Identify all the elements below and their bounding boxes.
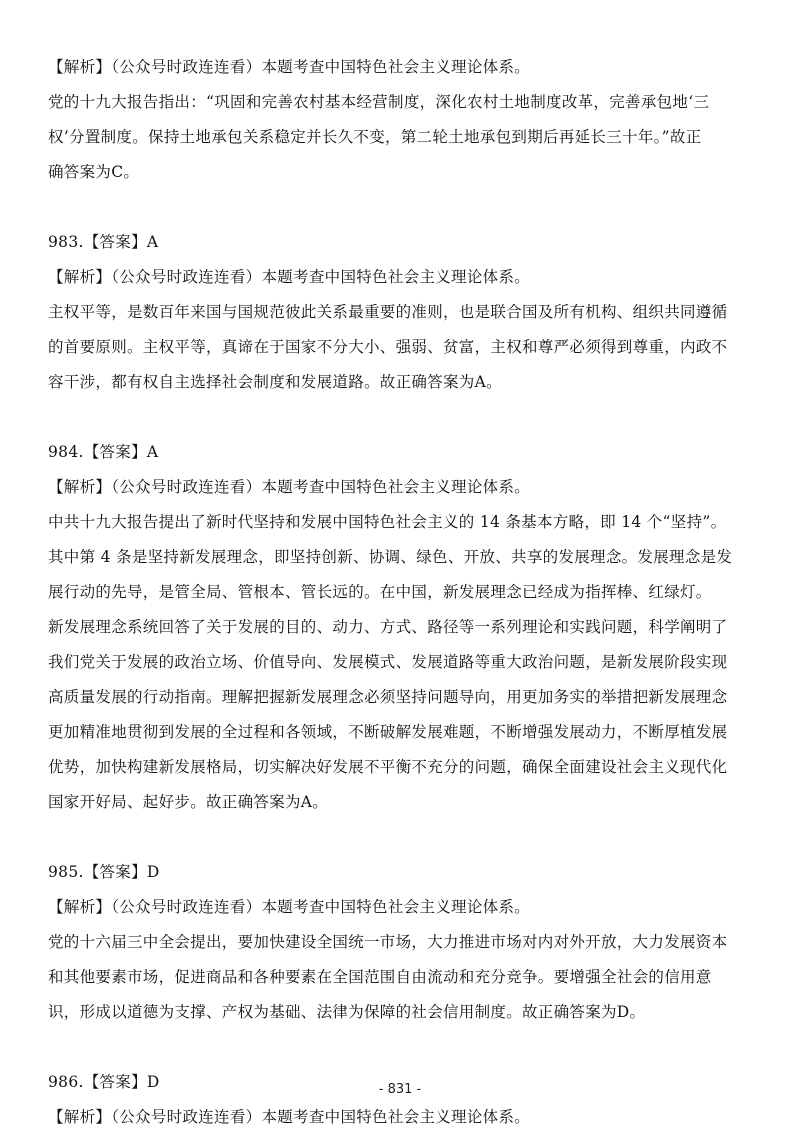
answer-heading: 983.【答案】A — [48, 233, 159, 251]
text-line: 的首要原则。主权平等，真谛在于国家不分大小、强弱、贫富，主权和尊严必须得到尊重，内政不 — [48, 338, 728, 356]
answer-heading: 986.【答案】D — [48, 1073, 160, 1091]
text-line: 识，形成以道德为支撑、产权为基础、法律为保障的社会信用制度。故正确答案为D。 — [48, 1003, 646, 1021]
answer-block-983 — [48, 225, 756, 400]
text-line: 【解析】（公众号时政连连看）本题考查中国特色社会主义理论体系。 — [48, 898, 531, 916]
block-spacer — [48, 1030, 756, 1065]
block-spacer — [48, 190, 756, 225]
document-page — [48, 50, 756, 1135]
text-line: 和其他要素市场，促进商品和各种要素在全国范围自由流动和充分竞争。要增强全社会的信用意 — [48, 968, 712, 986]
text-line: 【解析】（公众号时政连连看）本题考查中国特色社会主义理论体系。 — [48, 268, 531, 286]
answer-block-985 — [48, 855, 756, 1030]
text-line: 中共十九大报告提出了新时代坚持和发展中国特色社会主义的 14 条基本方略，即 14 个“坚持”。 — [48, 513, 727, 531]
text-line: 优势，加快构建新发展格局，切实解决好发展不平衡不充分的问题，确保全面建设社会主义现代化 — [48, 758, 728, 776]
text-line: 新发展理念系统回答了关于发展的目的、动力、方式、路径等一系列理论和实践问题，科学阐明了 — [48, 618, 728, 636]
text-line: 权’分置制度。保持土地承包关系稳定并长久不变，第二轮土地承包到期后再延长三十年。”故正 — [48, 128, 702, 146]
text-line: 展行动的先导，是管全局、管根本、管长远的。在中国，新发展理念已经成为指挥棒、红绿灯。 — [48, 583, 712, 601]
text-line: 国家开好局、起好步。故正确答案为A。 — [48, 793, 329, 811]
text-line: 我们党关于发展的政治立场、价值导向、发展模式、发展道路等重大政治问题，是新发展阶段实现 — [48, 653, 728, 671]
answer-heading: 985.【答案】D — [48, 863, 160, 881]
block-spacer — [48, 400, 756, 435]
page-number: - 831 - — [378, 1082, 422, 1097]
answer-block-984 — [48, 435, 756, 820]
text-line: 【解析】（公众号时政连连看）本题考查中国特色社会主义理论体系。 — [48, 58, 531, 76]
text-line: 更加精准地贯彻到发展的全过程和各领域，不断破解发展难题，不断增强发展动力，不断厚植发展 — [48, 723, 728, 741]
answer-heading: 984.【答案】A — [48, 443, 159, 461]
text-line: 其中第 4 条是坚持新发展理念，即坚持创新、协调、绿色、开放、共享的发展理念。发展理念是发 — [48, 548, 733, 566]
text-line: 党的十九大报告指出：“巩固和完善农村基本经营制度，深化农村土地制度改革，完善承包地‘三 — [48, 93, 710, 111]
text-line: 党的十六届三中全会提出，要加快建设全国统一市场，大力推进市场对内对外开放，大力发展资本 — [48, 933, 728, 951]
text-line: 确答案为C。 — [48, 163, 140, 181]
block-spacer — [48, 820, 756, 855]
text-line: 【解析】（公众号时政连连看）本题考查中国特色社会主义理论体系。 — [48, 1108, 531, 1126]
answer-block-986 — [48, 1065, 756, 1135]
text-line: 容干涉，都有权自主选择社会制度和发展道路。故正确答案为A。 — [48, 373, 502, 391]
text-line: 高质量发展的行动指南。理解把握新发展理念必须坚持问题导向，用更加务实的举措把新发展理念 — [48, 688, 728, 706]
text-line: 主权平等，是数百年来国与国规范彼此关系最重要的准则，也是联合国及所有机构、组织共同遵循 — [48, 303, 728, 321]
answer-block-982-explanation — [48, 50, 756, 190]
text-line: 【解析】（公众号时政连连看）本题考查中国特色社会主义理论体系。 — [48, 478, 531, 496]
